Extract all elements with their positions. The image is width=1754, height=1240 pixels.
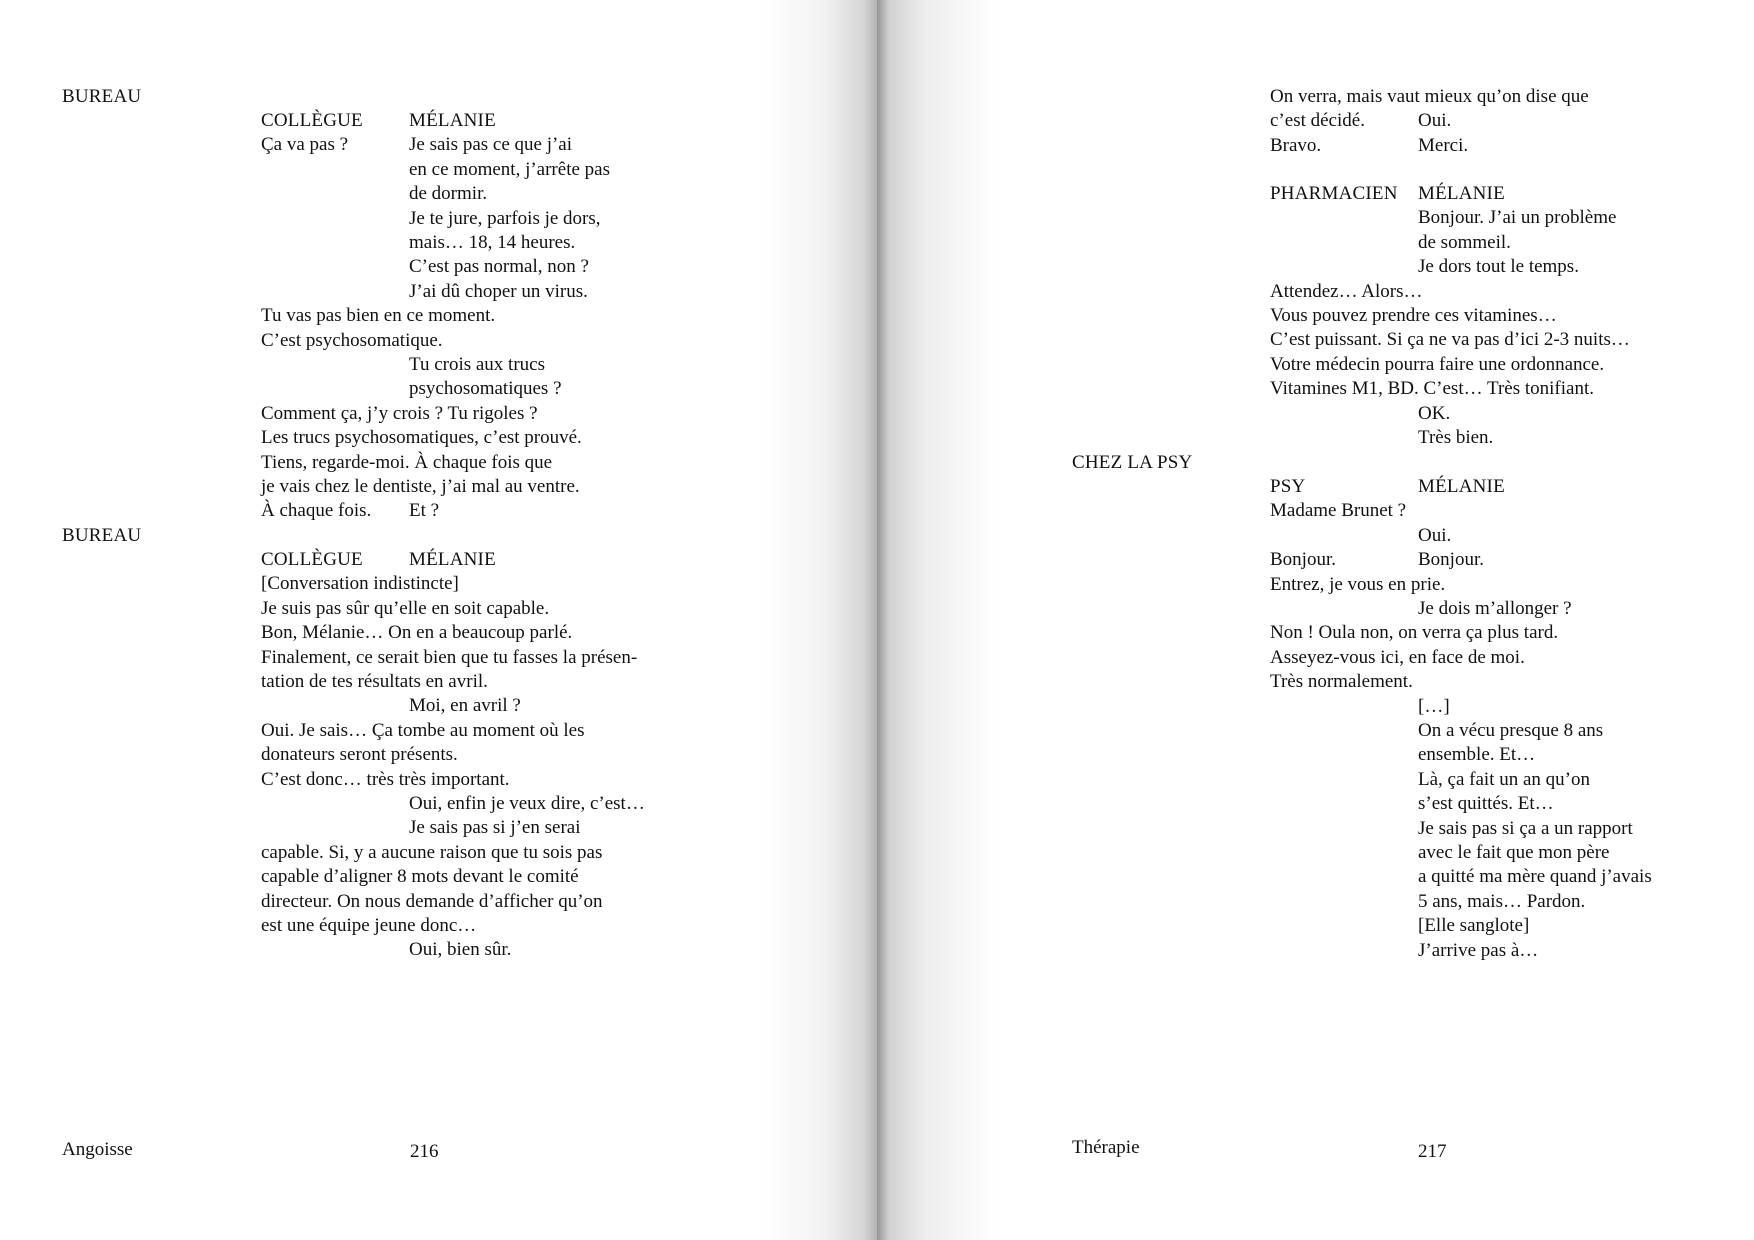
dialogue-line-right-column: […]: [1418, 696, 1450, 717]
dialogue-line-right-column: OK.: [1418, 403, 1451, 424]
scene-heading: BUREAU: [62, 86, 142, 107]
dialogue-line-left-column: C’est donc… très très important.: [261, 769, 510, 790]
dialogue-line-right-column: Là, ça fait un an qu’on: [1418, 769, 1590, 790]
dialogue-line-left-column: je vais chez le dentiste, j’ai mal au ventre.: [261, 476, 580, 497]
dialogue-line-right-column: Je sais pas si ça a un rapport: [1418, 818, 1633, 839]
page-number: 216: [410, 1141, 439, 1162]
gutter-shadow-right: [877, 0, 997, 1240]
dialogue-line-left-column: capable d’aligner 8 mots devant le comité: [261, 866, 579, 887]
speaker-name: COLLÈGUE: [261, 549, 363, 570]
dialogue-line-left-column: Non ! Oula non, on verra ça plus tard.: [1270, 622, 1559, 643]
dialogue-line-left-column: capable. Si, y a aucune raison que tu sois pas: [261, 842, 603, 863]
dialogue-line-left-column: Votre médecin pourra faire une ordonnance.: [1270, 354, 1605, 375]
dialogue-line-right-column: Moi, en avril ?: [409, 695, 521, 716]
dialogue-line-right-column: mais… 18, 14 heures.: [409, 232, 576, 253]
dialogue-line-left-column: Bon, Mélanie… On en a beaucoup parlé.: [261, 622, 573, 643]
dialogue-line-left-column: directeur. On nous demande d’afficher qu’on: [261, 891, 603, 912]
dialogue-line-right-column: de sommeil.: [1418, 232, 1511, 253]
dialogue-line-right-column: Je dois m’allonger ?: [1418, 598, 1572, 619]
dialogue-line-right-column: Je sais pas si j’en serai: [409, 817, 581, 838]
dialogue-line-left-column: Attendez… Alors…: [1270, 281, 1423, 302]
dialogue-line-left-column: Les trucs psychosomatiques, c’est prouvé.: [261, 427, 582, 448]
dialogue-line-right-column: Merci.: [1418, 135, 1469, 156]
speaker-name: MÉLANIE: [1418, 183, 1505, 204]
dialogue-line-right-column: de dormir.: [409, 183, 488, 204]
running-footer-title: Angoisse: [62, 1139, 133, 1160]
dialogue-line-left-column: Très normalement.: [1270, 671, 1413, 692]
scene-heading: BUREAU: [62, 525, 142, 546]
dialogue-line-left-column: Madame Brunet ?: [1270, 500, 1407, 521]
dialogue-line-left-column: Asseyez-vous ici, en face de moi.: [1270, 647, 1525, 668]
dialogue-line-right-column: Oui, bien sûr.: [409, 939, 512, 960]
gutter-shadow-left: [760, 0, 877, 1240]
dialogue-line-right-column: Très bien.: [1418, 427, 1494, 448]
dialogue-line-right-column: On a vécu presque 8 ans: [1418, 720, 1604, 741]
dialogue-line-left-column: Vous pouvez prendre ces vitamines…: [1270, 305, 1557, 326]
dialogue-line-left-column: Je suis pas sûr qu’elle en soit capable.: [261, 598, 550, 619]
dialogue-line-left-column: Finalement, ce serait bien que tu fasses la présen-: [261, 647, 638, 668]
dialogue-line-left-column: Comment ça, j’y crois ? Tu rigoles ?: [261, 403, 538, 424]
dialogue-line-left-column: c’est décidé.: [1270, 110, 1365, 131]
dialogue-line-right-column: Je sais pas ce que j’ai: [409, 134, 573, 155]
dialogue-line-left-column: donateurs seront présents.: [261, 744, 458, 765]
speaker-name: MÉLANIE: [409, 549, 496, 570]
dialogue-line-left-column: C’est psychosomatique.: [261, 330, 443, 351]
dialogue-line-left-column: C’est puissant. Si ça ne va pas d’ici 2-3 nuits…: [1270, 329, 1630, 350]
dialogue-line-left-column: Tiens, regarde-moi. À chaque fois que: [261, 452, 553, 473]
dialogue-line-left-column: Entrez, je vous en prie.: [1270, 574, 1446, 595]
dialogue-line-right-column: ensemble. Et…: [1418, 744, 1536, 765]
dialogue-line-right-column: avec le fait que mon père: [1418, 842, 1610, 863]
dialogue-line-right-column: Oui.: [1418, 110, 1452, 131]
speaker-name: COLLÈGUE: [261, 110, 363, 131]
running-footer-title: Thérapie: [1072, 1137, 1140, 1158]
dialogue-line-left-column: tation de tes résultats en avril.: [261, 671, 488, 692]
dialogue-line-right-column: Oui.: [1418, 525, 1452, 546]
dialogue-line-right-column: [Elle sanglote]: [1418, 915, 1530, 936]
dialogue-line-right-column: Bonjour. J’ai un problème: [1418, 207, 1617, 228]
dialogue-line-left-column: Ça va pas ?: [261, 134, 349, 155]
dialogue-line-left-column: Vitamines M1, BD. C’est… Très tonifiant.: [1270, 378, 1594, 399]
dialogue-line-left-column: À chaque fois.: [261, 500, 372, 521]
dialogue-line-right-column: J’arrive pas à…: [1418, 940, 1539, 961]
dialogue-line-right-column: J’ai dû choper un virus.: [409, 281, 588, 302]
dialogue-line-left-column: Oui. Je sais… Ça tombe au moment où les: [261, 720, 585, 741]
scene-heading: CHEZ LA PSY: [1072, 452, 1193, 473]
dialogue-line-right-column: Et ?: [409, 500, 440, 521]
dialogue-line-right-column: Je dors tout le temps.: [1418, 256, 1579, 277]
page-number: 217: [1418, 1141, 1447, 1162]
dialogue-line-right-column: Bonjour.: [1418, 549, 1484, 570]
dialogue-line-right-column: Je te jure, parfois je dors,: [409, 208, 601, 229]
dialogue-line-right-column: a quitté ma mère quand j’avais: [1418, 866, 1652, 887]
dialogue-line-right-column: Oui, enfin je veux dire, c’est…: [409, 793, 645, 814]
dialogue-line-right-column: s’est quittés. Et…: [1418, 793, 1554, 814]
speaker-name: PSY: [1270, 476, 1306, 497]
speaker-name: MÉLANIE: [1418, 476, 1505, 497]
dialogue-line-right-column: psychosomatiques ?: [409, 378, 562, 399]
dialogue-line-right-column: Tu crois aux trucs: [409, 354, 545, 375]
dialogue-line-left-column: Bonjour.: [1270, 549, 1336, 570]
dialogue-line-right-column: C’est pas normal, non ?: [409, 256, 589, 277]
dialogue-line-right-column: en ce moment, j’arrête pas: [409, 159, 610, 180]
dialogue-line-left-column: [Conversation indistincte]: [261, 573, 459, 594]
dialogue-line-left-column: On verra, mais vaut mieux qu’on dise que: [1270, 86, 1589, 107]
dialogue-line-right-column: 5 ans, mais… Pardon.: [1418, 891, 1586, 912]
dialogue-line-left-column: Tu vas pas bien en ce moment.: [261, 305, 496, 326]
dialogue-line-left-column: est une équipe jeune donc…: [261, 915, 477, 936]
speaker-name: PHARMACIEN: [1270, 183, 1398, 204]
speaker-name: MÉLANIE: [409, 110, 496, 131]
dialogue-line-left-column: Bravo.: [1270, 135, 1322, 156]
